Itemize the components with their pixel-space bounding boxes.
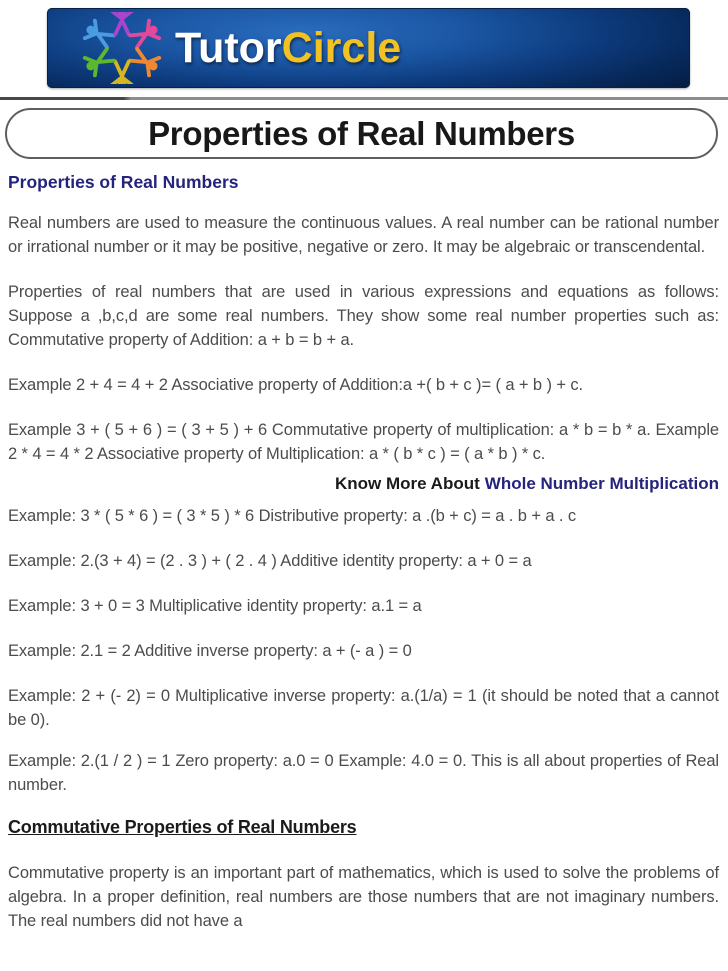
page-title: Properties of Real Numbers [148,114,575,152]
header-divider [0,97,728,100]
paragraph-intro: Real numbers are used to measure the continuous values. A real number can be rational number or irrational number or it may be positive, negative or zero. It may be algebraic or transcendental. [8,214,719,256]
section-heading-commutative: Commutative Properties of Real Numbers [8,817,357,837]
paragraph-zero-property: Example: 2.(1 / 2 ) = 1 Zero property: a.0 = 0 Example: 4.0 = 0. This is all about properties of Real number. [8,752,719,794]
paragraph-properties-list: Properties of real numbers that are used in various expressions and equations as follows: Suppose a ,b,c,d are some real numbers. They show some real number properties such as: Commutative property of Addition: a + b = b + a. [8,283,719,349]
paragraph-multiplicative-identity: Example: 3 + 0 = 3 Multiplicative identity property: a.1 = a [8,597,422,615]
paragraph-commutative: Commutative property is an important part of mathematics, which is used to solve the problems of algebra. In a proper definition, real numbers are those numbers that are not imaginary numbers. The real numbers did not have a [8,864,719,930]
section-heading-properties: Properties of Real Numbers [8,172,239,192]
logo-text-tutor: Tutor [175,23,282,72]
know-more-prefix: Know More About [334,474,480,493]
logo-wordmark [175,24,401,73]
paragraph-example-multiplication: Example 3 + ( 5 + 6 ) = ( 3 + 5 ) + 6 Commutative property of multiplication: a * b = b * a. Example 2 * 4 = 4 * 2 Associative property of Multiplication: a * ( b * c ) = ( a * b ) * c. [8,421,719,463]
know-more-line [8,472,719,496]
paragraph-example-addition: Example 2 + 4 = 4 + 2 Associative property of Addition:a +( b + c )= ( a + b ) + c. [8,376,584,394]
document-title-box [5,108,718,159]
paragraph-multiplicative-inverse: Example: 2 + (- 2) = 0 Multiplicative inverse property: a.(1/a) = 1 (it should be noted that a cannot be 0). [8,687,719,729]
whole-number-multiplication-link[interactable]: Whole Number Multiplication [484,474,719,493]
paragraph-additive-identity: Example: 2.(3 + 4) = (2 . 3 ) + ( 2 . 4 ) Additive identity property: a + 0 = a [8,552,532,570]
tutorcircle-banner [47,8,690,88]
article-body [8,159,719,933]
logo-text-circle: Circle [281,23,402,72]
paragraph-distributive: Example: 3 * ( 5 * 6 ) = ( 3 * 5 ) * 6 Distributive property: a .(b + c) = a . b + a . c [8,507,577,525]
paragraph-additive-inverse: Example: 2.1 = 2 Additive inverse property: a + (- a ) = 0 [8,642,412,660]
people-ring-icon [81,12,163,84]
